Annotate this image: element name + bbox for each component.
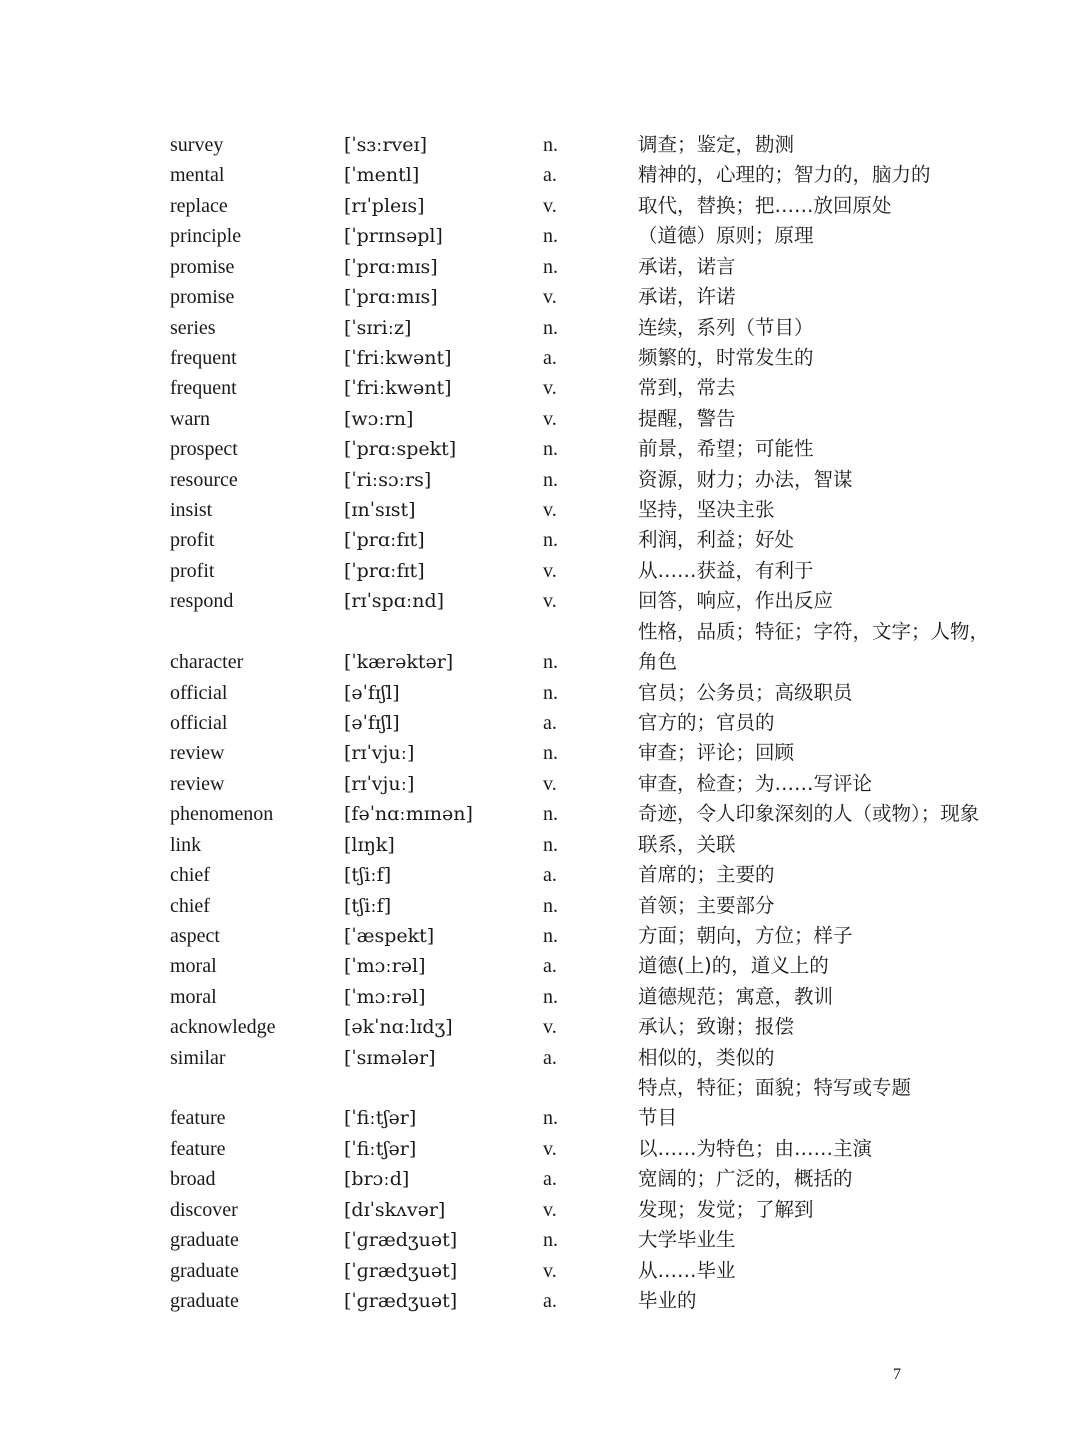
entry-phonetic: [ˈkærəktər] [344, 651, 454, 674]
entry-word: official [170, 681, 228, 704]
vocab-row [0, 647, 1080, 677]
vocab-row [0, 1195, 1080, 1225]
entry-word: chief [170, 894, 210, 917]
entry-phonetic: [ˈprɑːfɪt] [344, 559, 425, 582]
entry-definition: 道德(上)的，道义上的 [638, 954, 829, 978]
entry-definition: 承诺，许诺 [638, 285, 736, 309]
entry-phonetic: [ˈmɔːrəl] [344, 955, 426, 978]
vocab-row [0, 191, 1080, 221]
entry-part-of-speech: v. [543, 1198, 557, 1221]
vocab-row [0, 1012, 1080, 1042]
vocab-row [0, 921, 1080, 951]
entry-word: link [170, 833, 202, 856]
entry-definition: 官方的；官员的 [638, 710, 775, 734]
entry-definition: 资源，财力；办法，智谋 [638, 467, 853, 491]
entry-definition: 大学毕业生 [638, 1228, 736, 1252]
entry-word: official [170, 711, 228, 734]
entry-part-of-speech: n. [543, 833, 558, 856]
entry-part-of-speech: n. [543, 225, 558, 248]
vocab-row [0, 891, 1080, 921]
entry-part-of-speech: a. [543, 1046, 557, 1069]
entry-definition: 频繁的，时常发生的 [638, 345, 814, 369]
entry-word: review [170, 772, 225, 795]
entry-phonetic: [wɔːrn] [344, 407, 414, 430]
entry-phonetic: [ɪnˈsɪst] [344, 499, 416, 522]
entry-word: review [170, 742, 225, 765]
entry-part-of-speech: v. [543, 1137, 557, 1160]
entry-definition: 联系，关联 [638, 832, 736, 856]
entry-word: broad [170, 1168, 216, 1191]
entry-word: moral [170, 985, 217, 1008]
entry-phonetic: [ˈæspekt] [344, 924, 435, 947]
entry-definition: （道德）原则；原理 [638, 224, 814, 248]
entry-part-of-speech: n. [543, 255, 558, 278]
entry-part-of-speech: n. [543, 803, 558, 826]
entry-phonetic: [lɪŋk] [344, 833, 395, 856]
entry-definition: 发现；发觉；了解到 [638, 1197, 814, 1221]
entry-definition: 精神的，心理的；智力的，脑力的 [638, 163, 931, 187]
vocab-row [0, 1164, 1080, 1194]
entry-definition: 调查；鉴定，勘测 [638, 133, 795, 156]
entry-phonetic: [ˈsɜːrveɪ] [344, 134, 428, 156]
entry-word: promise [170, 286, 235, 309]
entry-phonetic: [əˈfɪʃl] [344, 711, 400, 734]
entry-word: profit [170, 529, 215, 552]
entry-word: phenomenon [170, 803, 274, 826]
entry-definition: 回答，响应，作出反应 [638, 589, 834, 613]
entry-word: feature [170, 1137, 226, 1160]
entry-definition: 从……毕业 [638, 1258, 736, 1282]
entry-word: survey [170, 134, 224, 156]
vocab-row [0, 160, 1080, 190]
vocab-row [0, 130, 1080, 160]
entry-part-of-speech: v. [543, 559, 557, 582]
entry-word: character [170, 651, 244, 674]
entry-part-of-speech: v. [543, 407, 557, 430]
entry-part-of-speech: a. [543, 711, 557, 734]
entry-word: aspect [170, 924, 220, 947]
vocab-row [0, 1225, 1080, 1255]
vocab-row [0, 1043, 1080, 1073]
definition-continued: 特点，特征；面貌；特写或专题 [638, 1076, 912, 1100]
entry-part-of-speech: a. [543, 1289, 557, 1312]
entry-definition: 方面；朝向，方位；样子 [638, 923, 853, 947]
vocab-row [0, 313, 1080, 343]
entry-part-of-speech: v. [543, 194, 557, 217]
vocab-row [0, 282, 1080, 312]
entry-word: similar [170, 1046, 226, 1069]
entry-word: graduate [170, 1229, 239, 1252]
entry-phonetic: [ˈfriːkwənt] [344, 346, 452, 369]
entry-definition: 利润，利益；好处 [638, 528, 795, 552]
entry-word: chief [170, 864, 210, 887]
entry-phonetic: [ˈsɪmələr] [344, 1046, 436, 1069]
entry-definition: 前景，希望；可能性 [638, 437, 814, 461]
entry-phonetic: [rɪˈvjuː] [344, 742, 415, 765]
vocab-row [0, 373, 1080, 403]
entry-word: moral [170, 955, 217, 978]
entry-word: frequent [170, 346, 237, 369]
vocab-row [0, 678, 1080, 708]
entry-word: prospect [170, 438, 238, 461]
entry-part-of-speech: n. [543, 681, 558, 704]
vocab-row [0, 982, 1080, 1012]
entry-phonetic: [ˈprɑːfɪt] [344, 529, 425, 552]
entry-part-of-speech: n. [543, 894, 558, 917]
entry-part-of-speech: v. [543, 1016, 557, 1039]
entry-phonetic: [rɪˈpleɪs] [344, 194, 425, 217]
entry-definition: 以……为特色；由……主演 [638, 1136, 873, 1160]
entry-definition: 承诺，诺言 [638, 254, 736, 278]
vocab-row [0, 495, 1080, 525]
definition-continued: 性格，品质；特征；字符，文字；人物， [638, 619, 990, 643]
entry-word: promise [170, 255, 235, 278]
vocab-row [0, 1134, 1080, 1164]
entry-word: frequent [170, 377, 237, 400]
entry-part-of-speech: a. [543, 864, 557, 887]
entry-word: resource [170, 468, 238, 491]
entry-word: discover [170, 1198, 238, 1221]
entry-part-of-speech: n. [543, 1229, 558, 1252]
entry-phonetic: [ˈriːsɔːrs] [344, 468, 432, 491]
entry-part-of-speech: a. [543, 346, 557, 369]
entry-definition: 道德规范；寓意，教训 [638, 984, 834, 1008]
vocab-row [0, 465, 1080, 495]
entry-word: profit [170, 559, 215, 582]
vocab-row [0, 830, 1080, 860]
entry-phonetic: [ˈprɑːmɪs] [344, 255, 438, 278]
vocab-row [0, 525, 1080, 555]
entry-word: acknowledge [170, 1016, 276, 1039]
entry-phonetic: [ˈɡrædʒuət] [344, 1289, 458, 1312]
page-number: 7 [893, 1366, 901, 1383]
vocab-row [0, 708, 1080, 738]
entry-word: replace [170, 194, 228, 217]
entry-phonetic: [ˈfriːkwənt] [344, 377, 452, 400]
vocab-row [0, 860, 1080, 890]
entry-definition: 毕业的 [638, 1288, 697, 1312]
vocab-row [0, 1103, 1080, 1133]
entry-definition: 常到，常去 [638, 376, 736, 400]
entry-phonetic: [tʃiːf] [344, 864, 392, 887]
vocab-row [0, 343, 1080, 373]
entry-phonetic: [əˈfɪʃl] [344, 681, 400, 704]
entry-phonetic: [ˈfiːtʃər] [344, 1137, 417, 1160]
entry-definition: 宽阔的；广泛的，概括的 [638, 1167, 853, 1191]
entry-definition: 首领；主要部分 [638, 893, 775, 917]
entry-word: principle [170, 225, 242, 248]
vocab-row [0, 769, 1080, 799]
entry-part-of-speech: v. [543, 590, 557, 613]
entry-phonetic: [ˈprɑːmɪs] [344, 286, 438, 309]
vocab-row [0, 799, 1080, 829]
entry-part-of-speech: n. [543, 985, 558, 1008]
vocab-row [0, 951, 1080, 981]
entry-part-of-speech: n. [543, 529, 558, 552]
entry-definition: 角色 [638, 650, 678, 674]
entry-definition: 相似的，类似的 [638, 1045, 775, 1069]
vocab-row [0, 556, 1080, 586]
vocab-row [0, 738, 1080, 768]
entry-definition: 审查，检查；为……写评论 [638, 771, 873, 795]
entry-word: series [170, 316, 216, 339]
entry-definition: 奇迹，令人印象深刻的人（或物）；现象 [638, 802, 980, 826]
vocab-row [0, 1286, 1080, 1316]
entry-phonetic: [ˈmɔːrəl] [344, 985, 426, 1008]
entry-word: warn [170, 407, 210, 430]
entry-definition: 从……获益，有利于 [638, 558, 814, 582]
entry-word: graduate [170, 1259, 239, 1282]
entry-word: graduate [170, 1289, 239, 1312]
entry-part-of-speech: n. [543, 651, 558, 674]
entry-part-of-speech: v. [543, 499, 557, 522]
vocab-row [0, 586, 1080, 616]
entry-phonetic: [ˈmentl] [344, 164, 420, 187]
entry-definition: 取代，替换；把……放回原处 [638, 193, 892, 217]
entry-definition: 提醒，警告 [638, 406, 736, 430]
entry-phonetic: [əkˈnɑːlɪdʒ] [344, 1016, 453, 1039]
vocab-row [0, 221, 1080, 251]
entry-phonetic: [ˈsɪriːz] [344, 316, 412, 339]
entry-phonetic: [rɪˈvjuː] [344, 772, 415, 795]
entry-definition: 坚持，坚决主张 [638, 498, 775, 522]
entry-phonetic: [tʃiːf] [344, 894, 392, 917]
entry-definition: 首席的；主要的 [638, 863, 775, 887]
entry-part-of-speech: a. [543, 955, 557, 978]
entry-part-of-speech: v. [543, 377, 557, 400]
entry-part-of-speech: v. [543, 772, 557, 795]
entry-part-of-speech: a. [543, 164, 557, 187]
entry-definition: 节目 [638, 1106, 678, 1130]
vocab-row [0, 1256, 1080, 1286]
entry-word: feature [170, 1107, 226, 1130]
entry-phonetic: [brɔːd] [344, 1168, 410, 1191]
entry-part-of-speech: v. [543, 1259, 557, 1282]
entry-phonetic: [ˈprɑːspekt] [344, 438, 457, 461]
entry-definition: 承认；致谢；报偿 [638, 1015, 795, 1039]
entry-word: respond [170, 590, 234, 613]
entry-part-of-speech: n. [543, 924, 558, 947]
entry-phonetic: [ˈɡrædʒuət] [344, 1259, 458, 1282]
entry-phonetic: [ˈfiːtʃər] [344, 1107, 417, 1130]
entry-definition: 官员；公务员；高级职员 [638, 680, 853, 704]
entry-phonetic: [fəˈnɑːmɪnən] [344, 803, 473, 826]
vocab-row [0, 252, 1080, 282]
entry-definition: 审查；评论；回顾 [638, 741, 795, 765]
entry-part-of-speech: n. [543, 134, 558, 156]
vocab-row [0, 434, 1080, 464]
entry-phonetic: [ˈprɪnsəpl] [344, 225, 443, 248]
entry-part-of-speech: a. [543, 1168, 557, 1191]
entry-definition: 连续，系列（节目） [638, 315, 814, 339]
entry-part-of-speech: n. [543, 1107, 558, 1130]
entry-part-of-speech: n. [543, 742, 558, 765]
entry-part-of-speech: v. [543, 286, 557, 309]
entry-part-of-speech: n. [543, 468, 558, 491]
entry-part-of-speech: n. [543, 316, 558, 339]
entry-part-of-speech: n. [543, 438, 558, 461]
entry-phonetic: [ˈɡrædʒuət] [344, 1229, 458, 1252]
vocab-row [0, 404, 1080, 434]
entry-word: insist [170, 499, 213, 522]
entry-phonetic: [rɪˈspɑːnd] [344, 590, 445, 613]
entry-phonetic: [dɪˈskʌvər] [344, 1198, 446, 1221]
entry-word: mental [170, 164, 225, 187]
